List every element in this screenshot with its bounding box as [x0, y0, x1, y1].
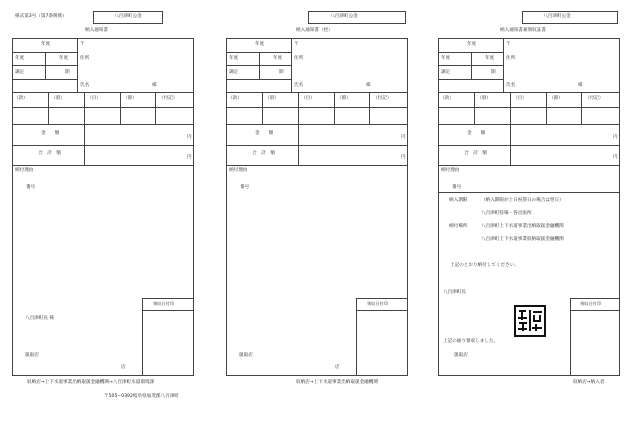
receipt-statement: 上記の通り領収しました。 [443, 339, 499, 344]
branch-label: 店 [121, 365, 126, 370]
postal-mark: 〒 [294, 42, 299, 47]
total-label: 合 計 額 [38, 151, 61, 156]
official-seal [514, 305, 546, 337]
postal-mark: 〒 [80, 42, 85, 47]
period-label: 期 [491, 70, 496, 75]
amount-label: 金 額 [255, 131, 274, 136]
due-date-label: 納入期限 [449, 198, 468, 203]
payment-place-label: 納付場所 [449, 224, 468, 229]
period-label: 期 [279, 70, 284, 75]
handling-bank-label: 扱取店 [25, 353, 39, 358]
org-box [308, 11, 406, 24]
mayor-address: 八百津町長 様 [25, 316, 55, 321]
honorific: 様 [366, 83, 371, 88]
nendo-label: 年度 [41, 42, 51, 47]
branch-label: 店 [335, 365, 340, 370]
number-label: 番号 [26, 185, 36, 190]
nendo-label: 年度 [273, 56, 283, 61]
honorific: 様 [152, 83, 157, 88]
payment-place-item: 八百津町上下水道事業収納取扱金融機関 [481, 237, 564, 242]
form-number: 様式第3号（第7条関係） [15, 14, 67, 19]
org-label: 八百津町公金 [114, 14, 142, 20]
nendo-label: 年度 [255, 42, 265, 47]
payment-reason-label: 納付理由 [441, 168, 460, 173]
org-box [522, 11, 618, 24]
due-date-note: （納入期限が土日祝祭日の場合は翌日） [481, 198, 564, 203]
number-label: 番号 [452, 185, 462, 190]
kou-header: （項） [51, 96, 65, 101]
moku-header: （目） [87, 96, 101, 101]
fuki-header: （付記） [373, 96, 392, 101]
kou-header: （項） [265, 96, 279, 101]
nendo-label: 年度 [59, 56, 69, 61]
nendo-label: 年度 [441, 56, 451, 61]
name-label: 氏名 [80, 83, 90, 88]
form-title: 納入通知書 [85, 28, 108, 33]
total-label: 合 計 額 [464, 151, 487, 156]
kan-header: （款） [14, 96, 28, 101]
amount-label: 金 額 [41, 131, 60, 136]
nendo-label: 年度 [15, 56, 25, 61]
stamp-label: 領収日付印 [153, 301, 174, 306]
assessment-label: 調定 [15, 70, 25, 75]
nendo-label: 年度 [485, 56, 495, 61]
kan-header: （款） [228, 96, 242, 101]
fuki-header: （付記） [159, 96, 178, 101]
payment-reason-label: 納付理由 [229, 168, 248, 173]
payment-request: 上記のとおり納付してください。 [450, 263, 519, 268]
yen-unit: 円 [187, 155, 192, 160]
routing-footer: 収納店→上下水道事業出納取扱金融機関 [296, 380, 378, 385]
payment-reason-label: 納付理由 [15, 168, 34, 173]
moku-header: （目） [513, 96, 527, 101]
amount-label: 金 額 [467, 131, 486, 136]
assessment-label: 調定 [229, 70, 239, 75]
total-label: 合 計 額 [252, 151, 275, 156]
mayor-label: 八百津町長 [443, 290, 466, 295]
payment-place-item: 八百津町上下水道事業出納取扱金融機関 [481, 224, 564, 229]
moku-header: （目） [301, 96, 315, 101]
nendo-label: 年度 [229, 56, 239, 61]
form-title: 納入通知書（控） [296, 28, 333, 33]
org-box [93, 11, 163, 24]
name-label: 氏名 [294, 83, 304, 88]
stamp-label: 領収日付印 [367, 301, 388, 306]
form-title: 納入通知書兼領収証書 [500, 28, 546, 33]
postal-mark: 〒 [506, 42, 511, 47]
stamp-label: 領収日付印 [580, 301, 601, 306]
assessment-label: 調定 [441, 70, 451, 75]
org-label: 八百津町公金 [330, 14, 358, 20]
yen-unit: 円 [613, 135, 618, 140]
setsu-header: （節） [123, 96, 137, 101]
routing-footer: 収納店→納入者 [573, 380, 605, 385]
honorific: 様 [578, 83, 583, 88]
payment-place-item: 八百津町役場・各出張所 [481, 211, 532, 216]
handling-bank-label: 扱取店 [454, 353, 468, 358]
handling-bank-label: 扱取店 [239, 353, 253, 358]
yen-unit: 円 [613, 155, 618, 160]
yen-unit: 円 [401, 135, 406, 140]
number-label: 番号 [240, 185, 250, 190]
address-label: 住所 [80, 56, 90, 61]
town-address: 〒505−0392岐阜県加茂郡八百津町 [104, 394, 179, 399]
routing-footer: 収納店→上下水道事業出納取扱金融機関→八百津町水道環境課 [27, 380, 155, 385]
setsu-header: （節） [549, 96, 563, 101]
period-label: 期 [65, 70, 70, 75]
yen-unit: 円 [401, 155, 406, 160]
org-label: 八百津町公金 [543, 14, 571, 20]
fuki-header: （付記） [585, 96, 604, 101]
address-label: 住所 [506, 56, 516, 61]
address-label: 住所 [294, 56, 304, 61]
kan-header: （款） [440, 96, 454, 101]
kou-header: （項） [477, 96, 491, 101]
nendo-label: 年度 [467, 42, 477, 47]
yen-unit: 円 [187, 135, 192, 140]
setsu-header: （節） [337, 96, 351, 101]
name-label: 氏名 [506, 83, 516, 88]
